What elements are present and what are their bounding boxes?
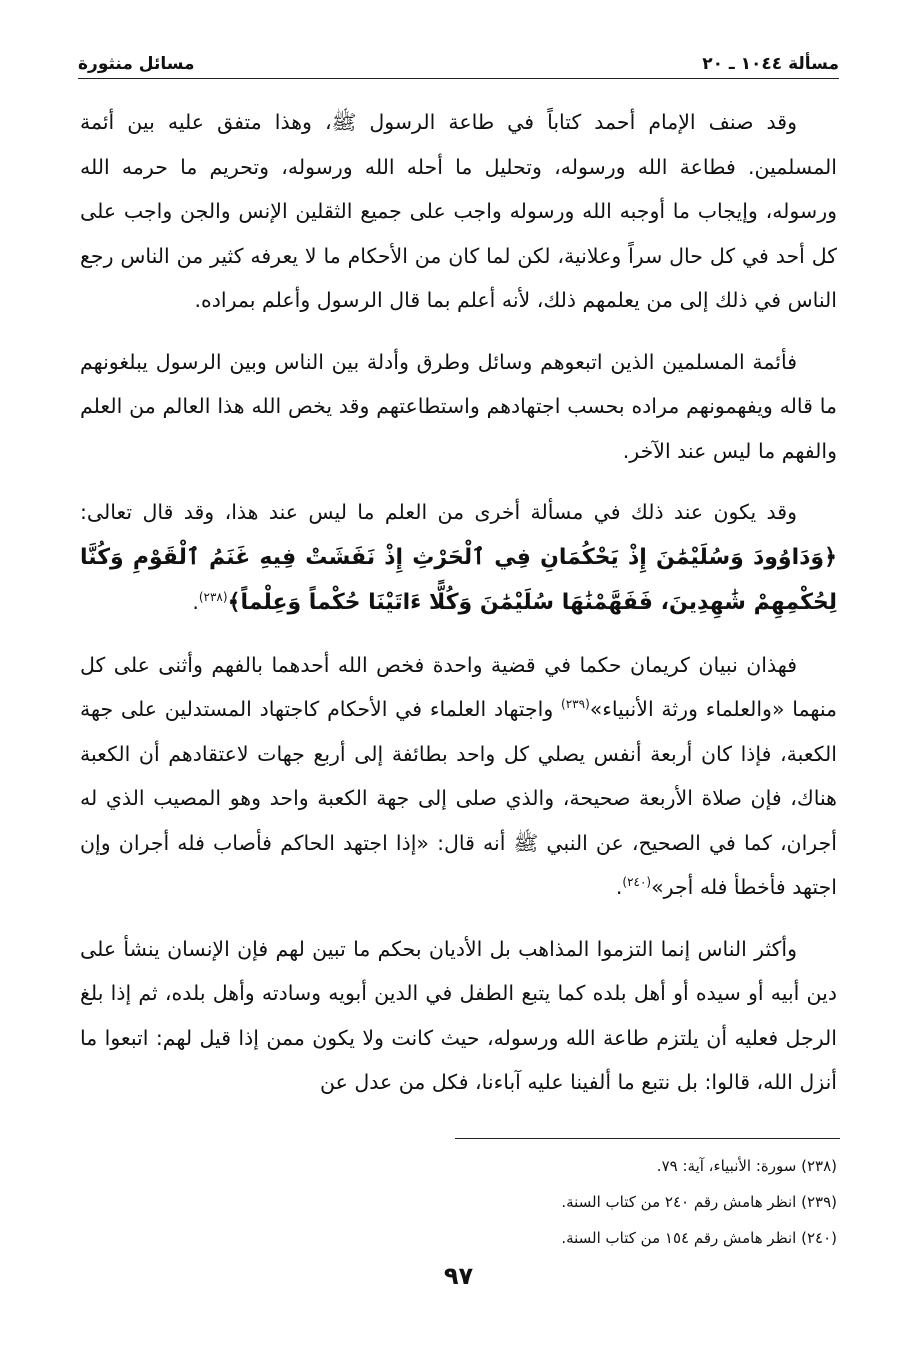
header-section-number: مسألة ١٠٤٤ ـ ٢٠ bbox=[702, 54, 839, 74]
paragraph-4 bbox=[80, 643, 837, 910]
quran-verse: ﴿وَدَاوُودَ وَسُلَيْمَٰنَ إِذْ يَحْكُمَانِ فِي ٱلْحَرْثِ إِذْ نَفَشَتْ فِيهِ غَنَمُ ٱلْقَوْمِ وَكُنَّا لِحُكْمِهِمْ شَٰهِدِينَ، فَفَهَّمْنَٰهَا سُلَيْمَٰنَ وَكُلًّا ءَاتَيْنَا حُكْماً وَعِلْماً﴾ bbox=[80, 544, 837, 615]
footnotes bbox=[80, 1148, 837, 1256]
paragraph-5: وأكثر الناس إنما التزموا المذاهب بل الأديان بحكم ما تبين لهم فإن الإنسان ينشأ على دين أبيه أو سيده أو أهل بلده كما يتبع الطفل في الدين أبويه وسادته وأهل بلده، ثم إذا بلغ الرجل فعليه أن يلتزم طاعة الله ورسوله، حيث كانت ولا يكون ممن إذا قيل لهم: اتبعوا ما أنزل الله، قالوا: بل نتبع ما ألفينا عليه آباءنا، فكل من عدل عن bbox=[80, 936, 837, 1094]
paragraph-1: وقد صنف الإمام أحمد كتاباً في طاعة الرسول ﷺ، وهذا متفق عليه بين أئمة المسلمين. فطاعة الله ورسوله، وتحليل ما أحله الله ورسوله، وتحريم ما حرمه الله ورسوله، وإيجاب ما أوجبه الله ورسوله واجب على جميع الثقلين الإنس والجن واجب على كل أحد في كل حال سراً وعلانية، لكن لما كان من الأحكام ما لا يعرفه كثير من الناس رجع الناس في ذلك إلى من يعلمهم ذلك، لأنه أعلم بما قال الرسول وأعلم بمراده. bbox=[80, 110, 837, 312]
footnote-divider bbox=[455, 1138, 840, 1139]
footnote-ref-240: (٢٤٠) bbox=[622, 875, 652, 890]
paragraph-4-part-1: فهذان نبيان كريمان حكما في قضية واحدة فخص الله أحدهما بالفهم وأثنى على كل منهما «والعلماء ورثة الأنبياء» bbox=[80, 652, 837, 721]
footnote-ref-239: (٢٣٩) bbox=[561, 697, 590, 712]
page-number: ٩٧ bbox=[443, 1262, 474, 1290]
main-text bbox=[80, 100, 837, 1122]
running-header bbox=[78, 38, 839, 78]
header-chapter-title: مسائل منثورة bbox=[78, 54, 195, 74]
paragraph-2: فأئمة المسلمين الذين اتبعوهم وسائل وطرق وأدلة بين الناس وبين الرسول يبلغونهم ما قاله ويفهمونهم مراده بحسب اجتهادهم واستطاعتهم وقد يخص الله هذا العالم من العلم والفهم ما ليس عند الآخر. bbox=[80, 349, 837, 463]
footnote-239: (٢٣٩) انظر هامش رقم ٢٤٠ من كتاب السنة. bbox=[561, 1193, 837, 1211]
header-divider bbox=[78, 78, 839, 79]
footnote-ref-238: (٢٣٨) bbox=[198, 590, 228, 605]
footnote-238: (٢٣٨) سورة: الأنبياء، آية: ٧٩. bbox=[656, 1157, 837, 1175]
paragraph-3-intro: وقد يكون عند ذلك في مسألة أخرى من العلم ما ليس عند هذا، وقد قال تعالى: bbox=[80, 500, 797, 524]
paragraph-3 bbox=[80, 490, 837, 626]
footnote-240: (٢٤٠) انظر هامش رقم ١٥٤ من كتاب السنة. bbox=[561, 1229, 837, 1247]
paragraph-4-end: . bbox=[615, 875, 623, 899]
paragraph-3-end: . bbox=[192, 590, 199, 614]
paragraph-4-part-2: واجتهاد العلماء في الأحكام كاجتهاد المستدلين على جهة الكعبة، فإذا كان أربعة أنفس يصلي كل واحد بطائفة إلى أربع جهات لاعتقادهم أن الكعبة هناك، فإن صلاة الأربعة صحيحة، والذي صلى إلى جهة الكعبة واحد وهو المصيب الذي له أجران، كما في الصحيح، عن النبي ﷺ أنه قال: «إذا اجتهد الحاكم فأصاب فله أجران وإن اجتهد فأخطأ فله أجر» bbox=[80, 697, 837, 899]
